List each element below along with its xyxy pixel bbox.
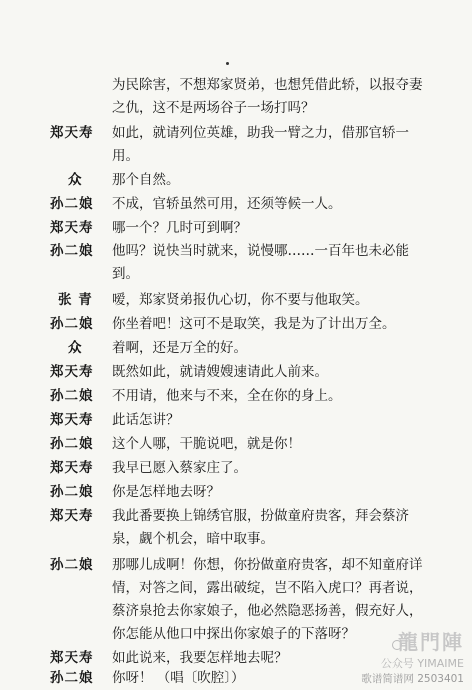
- speaker-label: 郑天寿: [50, 220, 94, 236]
- dialogue-text: 到。: [112, 266, 139, 282]
- script-line: [0, 194, 472, 214]
- dialogue-text: 嗳，郑家贤弟报仇心切，你不要与他取笑。: [112, 292, 369, 308]
- dialogue-text: 蔡济泉抢去你家娘子，他必然隐恶扬善，假充好人，: [112, 603, 423, 619]
- speaker-label: 郑天寿: [50, 508, 94, 524]
- speaker-label: 郑天寿: [50, 412, 94, 428]
- script-line: [0, 555, 472, 575]
- dialogue-text: 用。: [112, 148, 139, 164]
- script-line: [0, 338, 472, 358]
- script-line: [0, 482, 472, 502]
- dialogue-text: 之仇，这不是两场谷子一场打吗？: [112, 100, 315, 116]
- speaker-label: 孙二娘: [50, 484, 94, 500]
- speaker-label: 孙二娘: [50, 243, 94, 259]
- dialogue-text: 泉，觑个机会，暗中取事。: [112, 531, 274, 547]
- speaker-label: 郑天寿: [50, 460, 94, 476]
- script-line: [0, 601, 472, 621]
- dialogue-text: 你呀！ （唱〔吹腔〕）: [112, 670, 245, 686]
- speaker-label: 郑天寿: [50, 364, 94, 380]
- watermark-footer: 歌谱简谱网 2503401: [361, 673, 464, 685]
- speaker-label: 孙二娘: [50, 196, 94, 212]
- script-line: [0, 410, 472, 430]
- dialogue-text: 如此说来，我要怎样地去呢？: [112, 650, 288, 666]
- speaker-label: 众: [68, 172, 83, 188]
- page-mark: [226, 62, 229, 65]
- speaker-label: 孙二娘: [50, 316, 94, 332]
- dialogue-text: 此话怎讲？: [112, 412, 180, 428]
- script-line: [0, 578, 472, 598]
- dialogue-text: 情，对答之间，露出破绽，岂不陷入虎口？再者说，: [112, 580, 423, 596]
- dialogue-text: 不用请，他来与不来，全在你的身上。: [112, 388, 342, 404]
- dialogue-text: 我早已愿入蔡家庄了。: [112, 460, 247, 476]
- script-line: [0, 434, 472, 454]
- dialogue-text: 你坐着吧！这可不是取笑，我是为了计出万全。: [112, 316, 396, 332]
- script-line: [0, 146, 472, 166]
- script-line: [0, 264, 472, 284]
- watermark: [361, 626, 464, 686]
- speaker-label: 孙二娘: [50, 670, 94, 686]
- script-line: [0, 170, 472, 190]
- dialogue-text: 那哪儿成啊！你想，你扮做童府贵客，却不知童府详: [112, 557, 423, 573]
- script-line: [0, 529, 472, 549]
- script-line: [0, 123, 472, 143]
- script-line: [0, 314, 472, 334]
- script-line: [0, 98, 472, 118]
- dialogue-text: 哪一个？几时可到啊？: [112, 220, 247, 236]
- script-line: [0, 506, 472, 526]
- speaker-label: 郑天寿: [50, 125, 94, 141]
- speaker-label: 郑天寿: [50, 650, 94, 666]
- dialogue-text: 你怎能从他口中探出你家娘子的下落呀？: [112, 626, 355, 642]
- dialogue-text: 着啊，还是万全的好。: [112, 340, 247, 356]
- dialogue-text: 既然如此，就请嫂嫂速请此人前来。: [112, 364, 328, 380]
- script-line: [0, 362, 472, 382]
- watermark-brand: 龍門陣: [398, 630, 464, 654]
- script-line: [0, 75, 472, 95]
- speaker-label: 孙二娘: [50, 557, 94, 573]
- dialogue-text: 你是怎样地去呀？: [112, 484, 220, 500]
- dialogue-text: 那个自然。: [112, 172, 180, 188]
- script-line: [0, 218, 472, 238]
- speaker-label: 孙二娘: [50, 436, 94, 452]
- speaker-label: 孙二娘: [50, 388, 94, 404]
- dialogue-text: 我此番要换上锦绣官服，扮做童府贵客，拜会蔡济: [112, 508, 409, 524]
- script-line: [0, 458, 472, 478]
- watermark-site: 公众号 YIMAIME: [380, 657, 464, 670]
- speaker-label: 众: [68, 340, 83, 356]
- speaker-label: 张 青: [58, 292, 93, 308]
- dialogue-text: 为民除害，不想郑家贤弟，也想凭借此轿，以报夺妻: [112, 77, 423, 93]
- dialogue-text: 不成，官轿虽然可用，还须等候一人。: [112, 196, 342, 212]
- script-line: [0, 386, 472, 406]
- dialogue-text: 如此，就请列位英雄，助我一臂之力，借那官轿一: [112, 125, 409, 141]
- dialogue-text: 他吗？说快当时就来，说慢哪……一百年也未必能: [112, 243, 409, 259]
- dialogue-text: 这个人哪，干脆说吧，就是你！: [112, 436, 301, 452]
- script-line: [0, 290, 472, 310]
- script-line: [0, 241, 472, 261]
